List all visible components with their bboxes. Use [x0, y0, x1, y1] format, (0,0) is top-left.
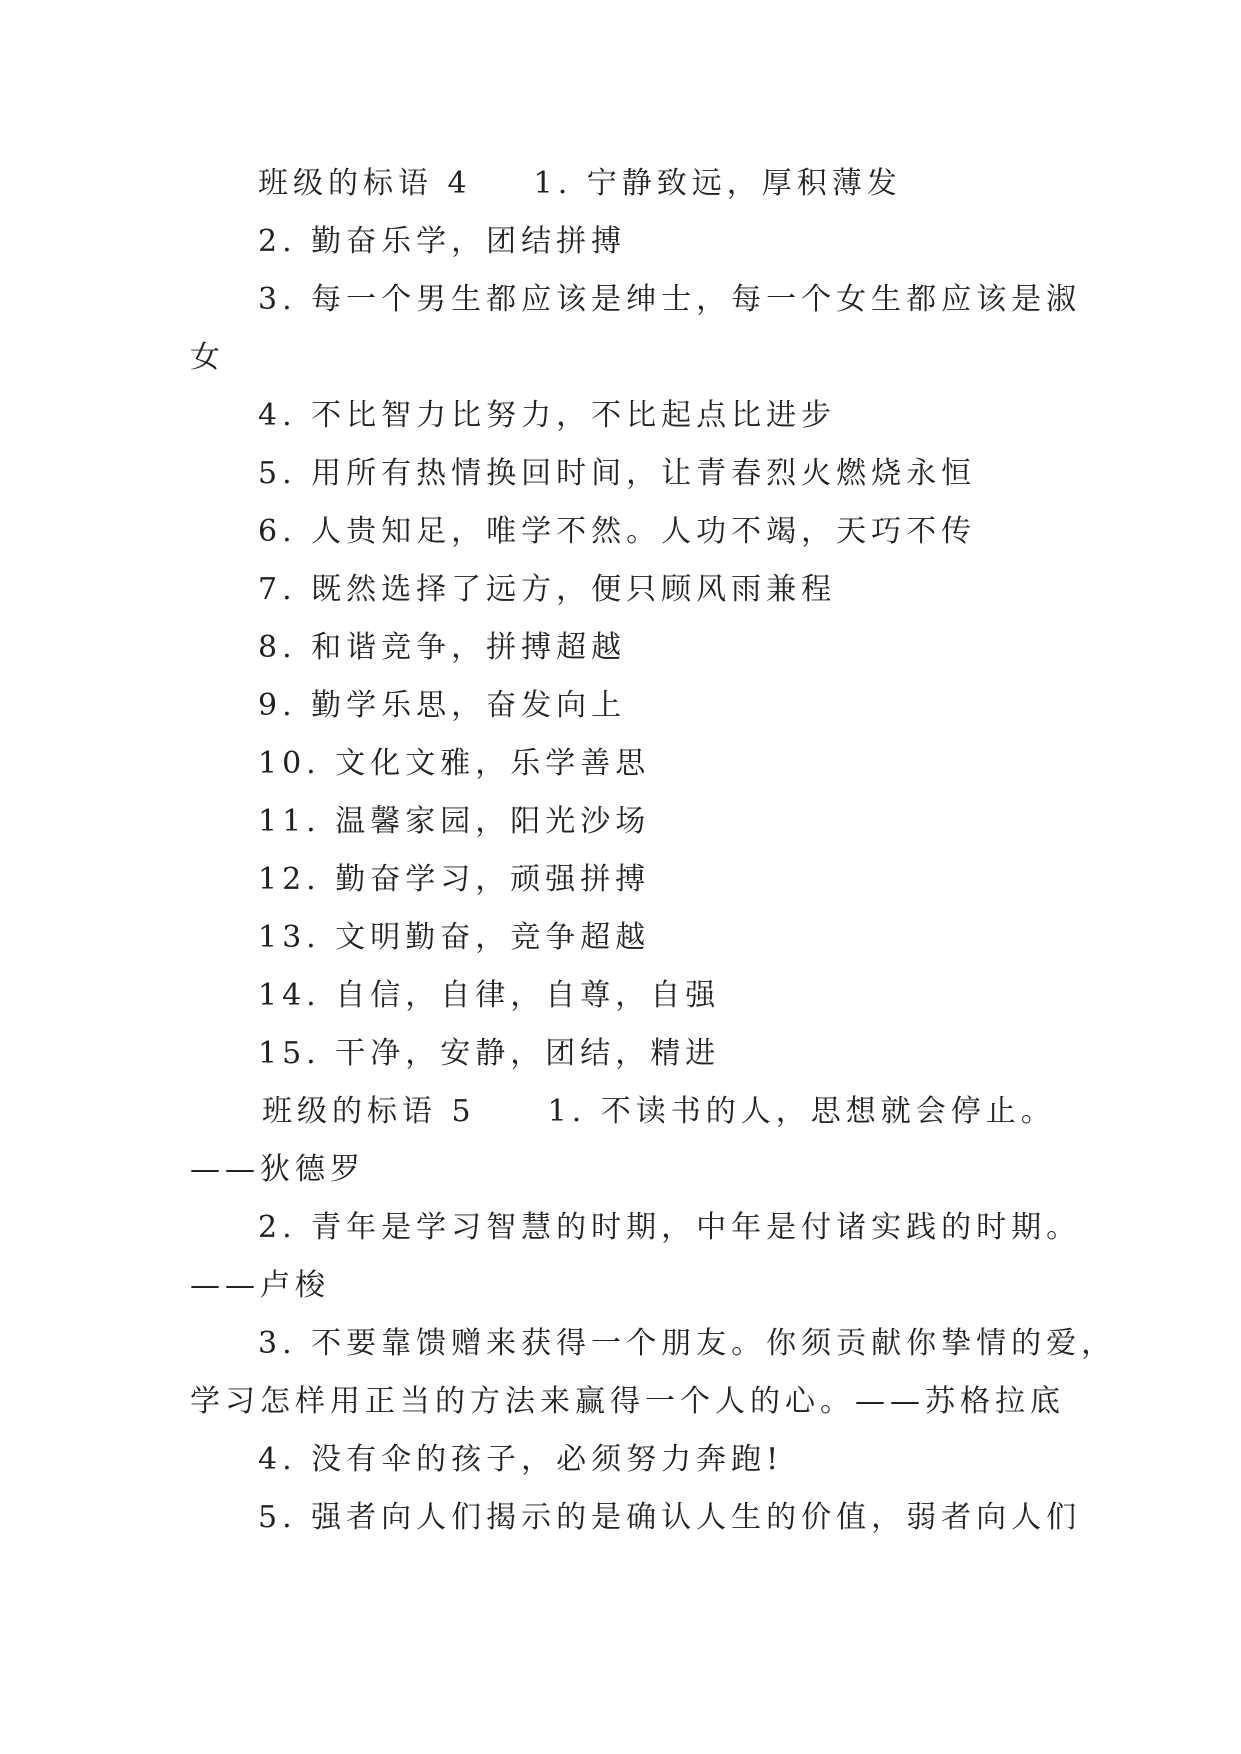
section-4-heading: 班级的标语 4	[258, 166, 472, 201]
section-4-item-12: 12. 勤奋学习，顽强拼搏	[258, 862, 651, 897]
section-4-item-5: 5. 用所有热情换回时间，让青春烈火燃烧永恒	[258, 456, 977, 491]
section-4-heading-line	[258, 164, 902, 204]
section-5-item-2-attribution: ——卢梭	[190, 1268, 330, 1303]
section-4-item-3: 3. 每一个男生都应该是绅士，每一个女生都应该是淑	[258, 282, 1082, 317]
section-5-heading-line	[262, 1092, 1056, 1132]
section-4-item-1: 1. 宁静致远，厚积薄发	[533, 166, 902, 201]
section-5-item-1: 1. 不读书的人，思想就会停止。	[547, 1094, 1056, 1129]
section-5-item-3: 3. 不要靠馈赠来获得一个朋友。你须贡献你挚情的爱，	[258, 1326, 1117, 1361]
section-4-item-11: 11. 温馨家园，阳光沙场	[258, 804, 651, 839]
section-4-item-6: 6. 人贵知足，唯学不然。人功不竭，天巧不传	[258, 514, 977, 549]
section-4-item-13: 13. 文明勤奋，竞争超越	[258, 920, 651, 955]
section-4-item-9: 9. 勤学乐思，奋发向上	[258, 688, 627, 723]
section-4-item-8: 8. 和谐竞争，拼搏超越	[258, 630, 627, 665]
section-5-item-3-continuation: 学习怎样用正当的方法来赢得一个人的心。——苏格拉底	[190, 1384, 1065, 1419]
section-4-item-14: 14. 自信，自律，自尊，自强	[258, 978, 721, 1013]
section-5-heading: 班级的标语 5	[262, 1094, 476, 1129]
section-5-item-2: 2. 青年是学习智慧的时期，中年是付诸实践的时期。	[258, 1210, 1082, 1245]
section-5-item-4: 4. 没有伞的孩子，必须努力奔跑!	[258, 1442, 784, 1477]
section-5-item-1-attribution: ——狄德罗	[190, 1152, 365, 1187]
section-4-item-10: 10. 文化文雅，乐学善思	[258, 746, 651, 781]
section-5-item-5: 5. 强者向人们揭示的是确认人生的价值，弱者向人们	[258, 1500, 1082, 1535]
section-4-item-3-continuation: 女	[190, 340, 225, 375]
section-4-item-15: 15. 干净，安静，团结，精进	[258, 1036, 721, 1071]
section-4-item-7: 7. 既然选择了远方，便只顾风雨兼程	[258, 572, 837, 607]
section-4-item-2: 2. 勤奋乐学，团结拼搏	[258, 224, 627, 259]
section-4-item-4: 4. 不比智力比努力，不比起点比进步	[258, 398, 837, 433]
